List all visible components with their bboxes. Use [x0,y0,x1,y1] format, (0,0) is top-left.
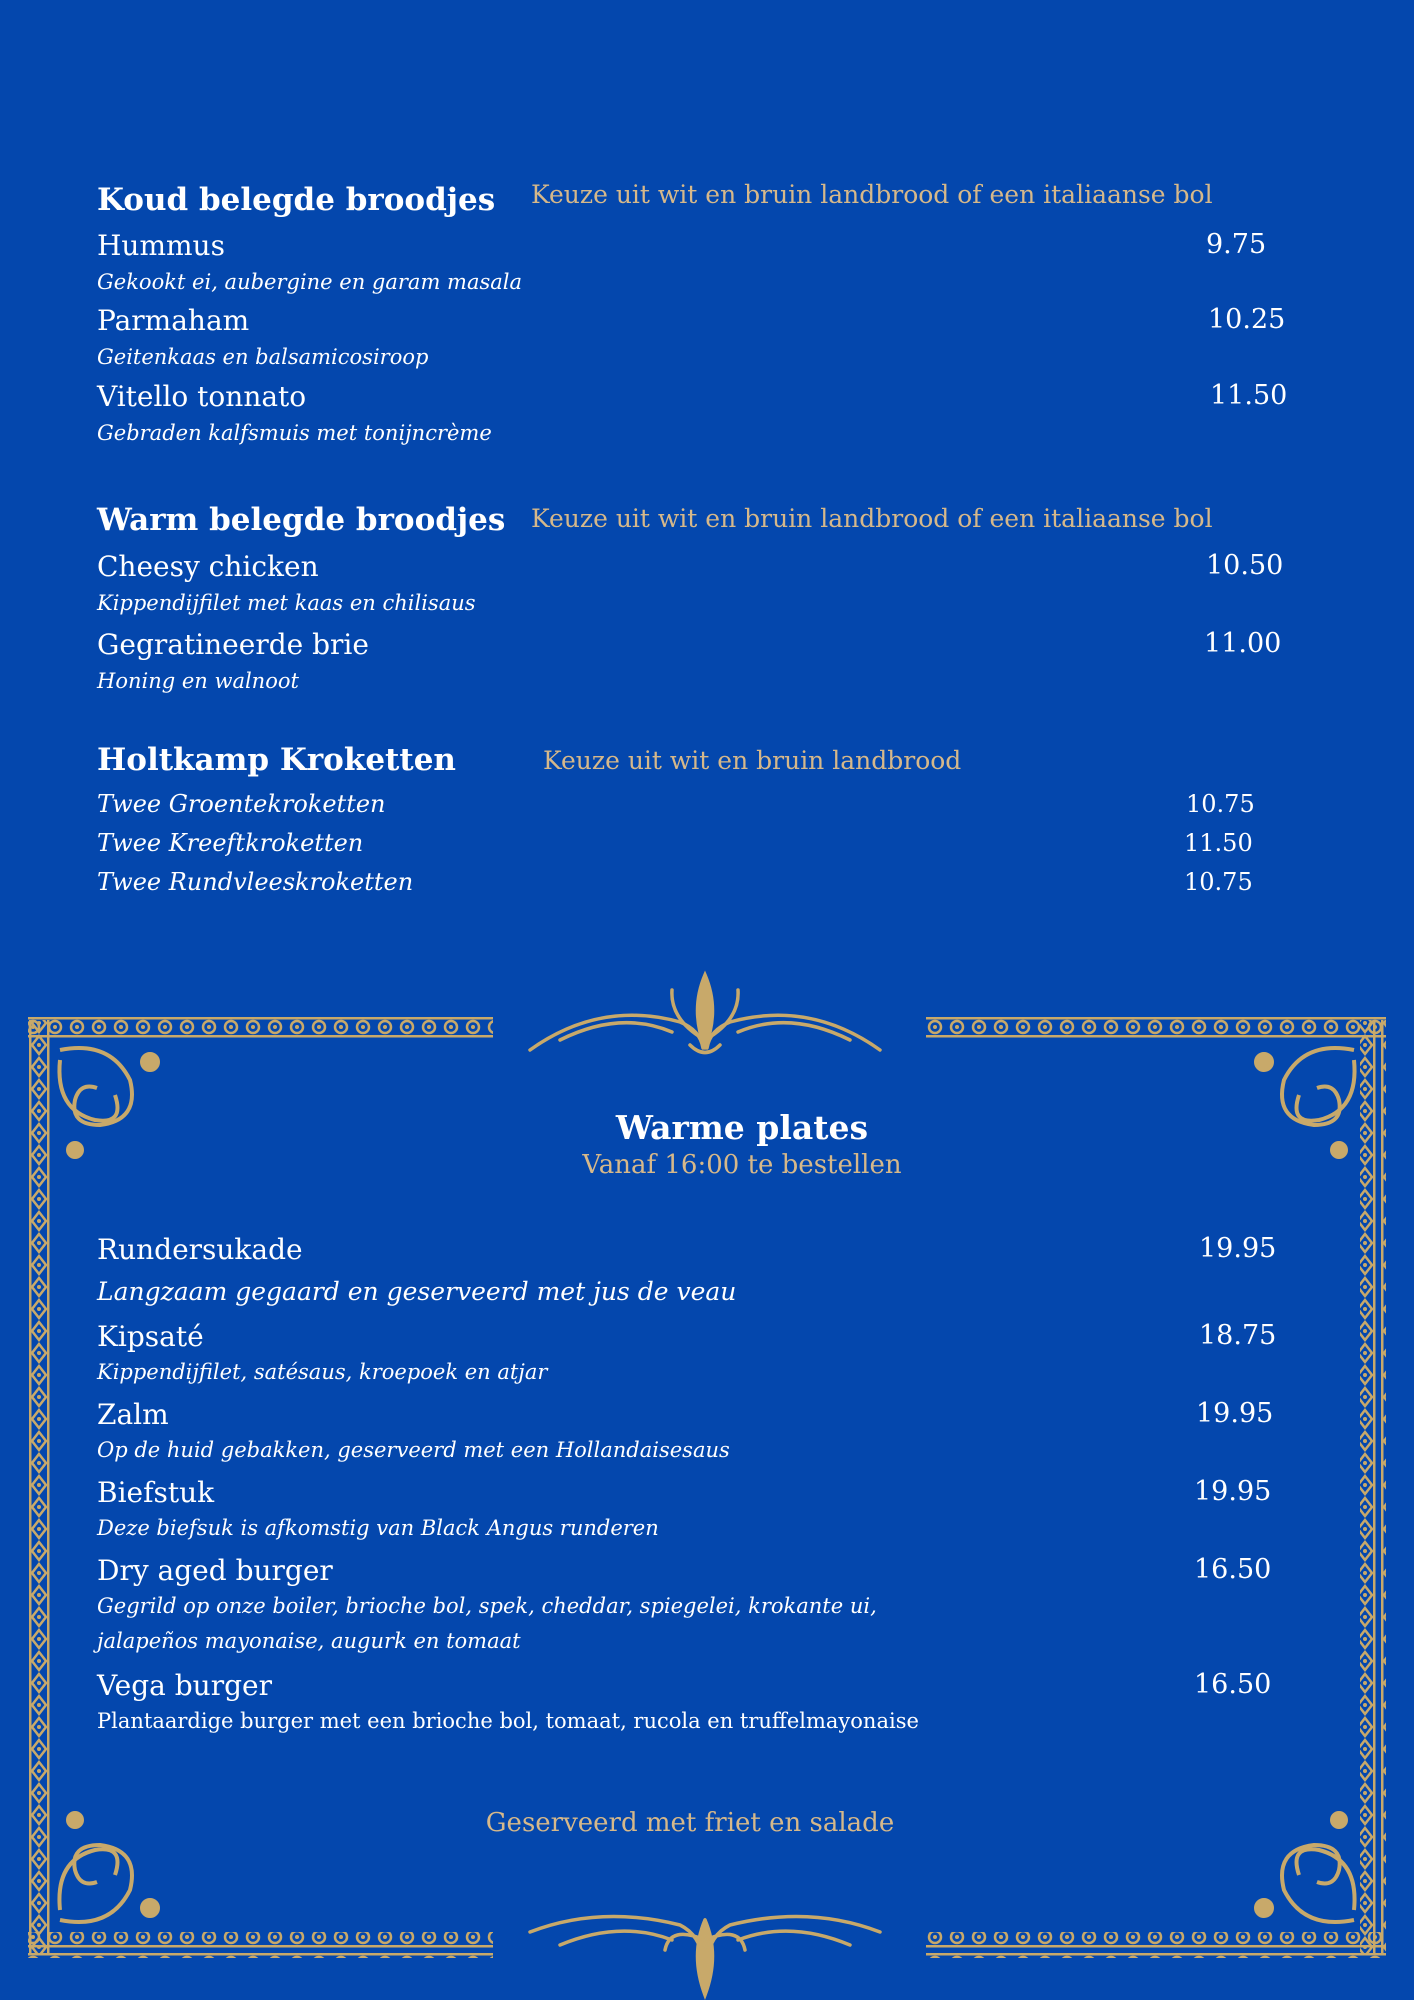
menu-item-price: 19.95 [1199,1233,1277,1264]
menu-item-price: 10.75 [1184,868,1253,896]
menu-item-name: Dry aged burger [97,1554,333,1587]
menu-item-price: 10.25 [1208,304,1286,335]
top-left-band [28,1015,493,1041]
menu-item-desc: Geitenkaas en balsamicosiroop [97,345,429,369]
menu-item-name: Twee Groentekroketten [97,790,386,818]
section-note-kroketten: Keuze uit wit en bruin landbrood [543,746,962,775]
menu-item-price: 11.00 [1204,628,1282,659]
menu-item-desc: Op de huid gebakken, geserveerd met een Hollandaisesaus [97,1438,730,1462]
menu-item-desc: Langzaam gegaard en geserveerd met jus de veau [97,1277,737,1306]
top-flourish-icon [530,975,880,1053]
section-note-warm: Keuze uit wit en bruin landbrood of een italiaanse bol [531,504,1213,533]
bottom-left-band [28,1932,493,1958]
section-title-koud: Koud belegde broodjes [97,182,496,218]
menu-item-price: 16.50 [1194,1669,1272,1700]
menu-item-price: 19.95 [1194,1476,1272,1507]
top-right-band [926,1015,1386,1041]
bottom-right-band [926,1932,1386,1958]
section-note-koud: Keuze uit wit en bruin landbrood of een italiaanse bol [531,180,1213,209]
menu-item-name: Kipsaté [97,1320,204,1353]
menu-item-price: 11.50 [1184,829,1253,857]
menu-item-price: 16.50 [1194,1554,1272,1585]
menu-item-name: Gegratineerde brie [97,628,369,661]
menu-item-name: Hummus [97,229,225,262]
plates-subtitle: Vanaf 16:00 te bestellen [582,1150,902,1180]
menu-item-desc-line2: jalapeños mayonaise, augurk en tomaat [97,1629,521,1653]
menu-item-price: 11.50 [1210,380,1288,411]
menu-item-name: Twee Kreeftkroketten [97,829,364,857]
plates-title: Warme plates [615,1108,869,1147]
menu-item-name: Rundersukade [97,1233,303,1266]
menu-item-desc: Kippendijfilet met kaas en chilisaus [97,591,476,615]
menu-item-price: 9.75 [1206,229,1267,260]
menu-item-name: Zalm [97,1398,169,1431]
menu-item-desc: Deze biefsuk is afkomstig van Black Angus runderen [97,1516,659,1540]
menu-item-name: Biefstuk [97,1476,215,1509]
menu-item-price: 10.50 [1206,550,1284,581]
menu-item-name: Parmaham [97,304,250,337]
menu-item-name: Vitello tonnato [97,380,307,413]
menu-item-price: 10.75 [1186,790,1255,818]
menu-item-name: Cheesy chicken [97,550,319,583]
menu-item-desc: Kippendijfilet, satésaus, kroepoek en atjar [97,1360,548,1384]
menu-item-name: Twee Rundvleeskroketten [97,868,414,896]
section-title-warm: Warm belegde broodjes [97,502,506,538]
menu-item-desc: Gekookt ei, aubergine en garam masala [97,270,522,294]
menu-item-name: Vega burger [97,1669,272,1702]
menu-item-desc: Plantaardige burger met een brioche bol, tomaat, rucola en truffelmayonaise [97,1709,919,1733]
plates-footer: Geserveerd met friet en salade [485,1808,895,1838]
menu-item-desc: Honing en walnoot [97,669,299,693]
menu-item-price: 19.95 [1196,1398,1274,1429]
bottom-flourish-icon [530,1916,880,1995]
menu-item-desc: Gebraden kalfsmuis met tonijncrème [97,421,492,445]
section-title-kroketten: Holtkamp Kroketten [97,742,456,778]
menu-item-price: 18.75 [1199,1320,1277,1351]
menu-item-desc: Gegrild op onze boiler, brioche bol, spek, cheddar, spiegelei, krokante ui, [97,1594,877,1618]
